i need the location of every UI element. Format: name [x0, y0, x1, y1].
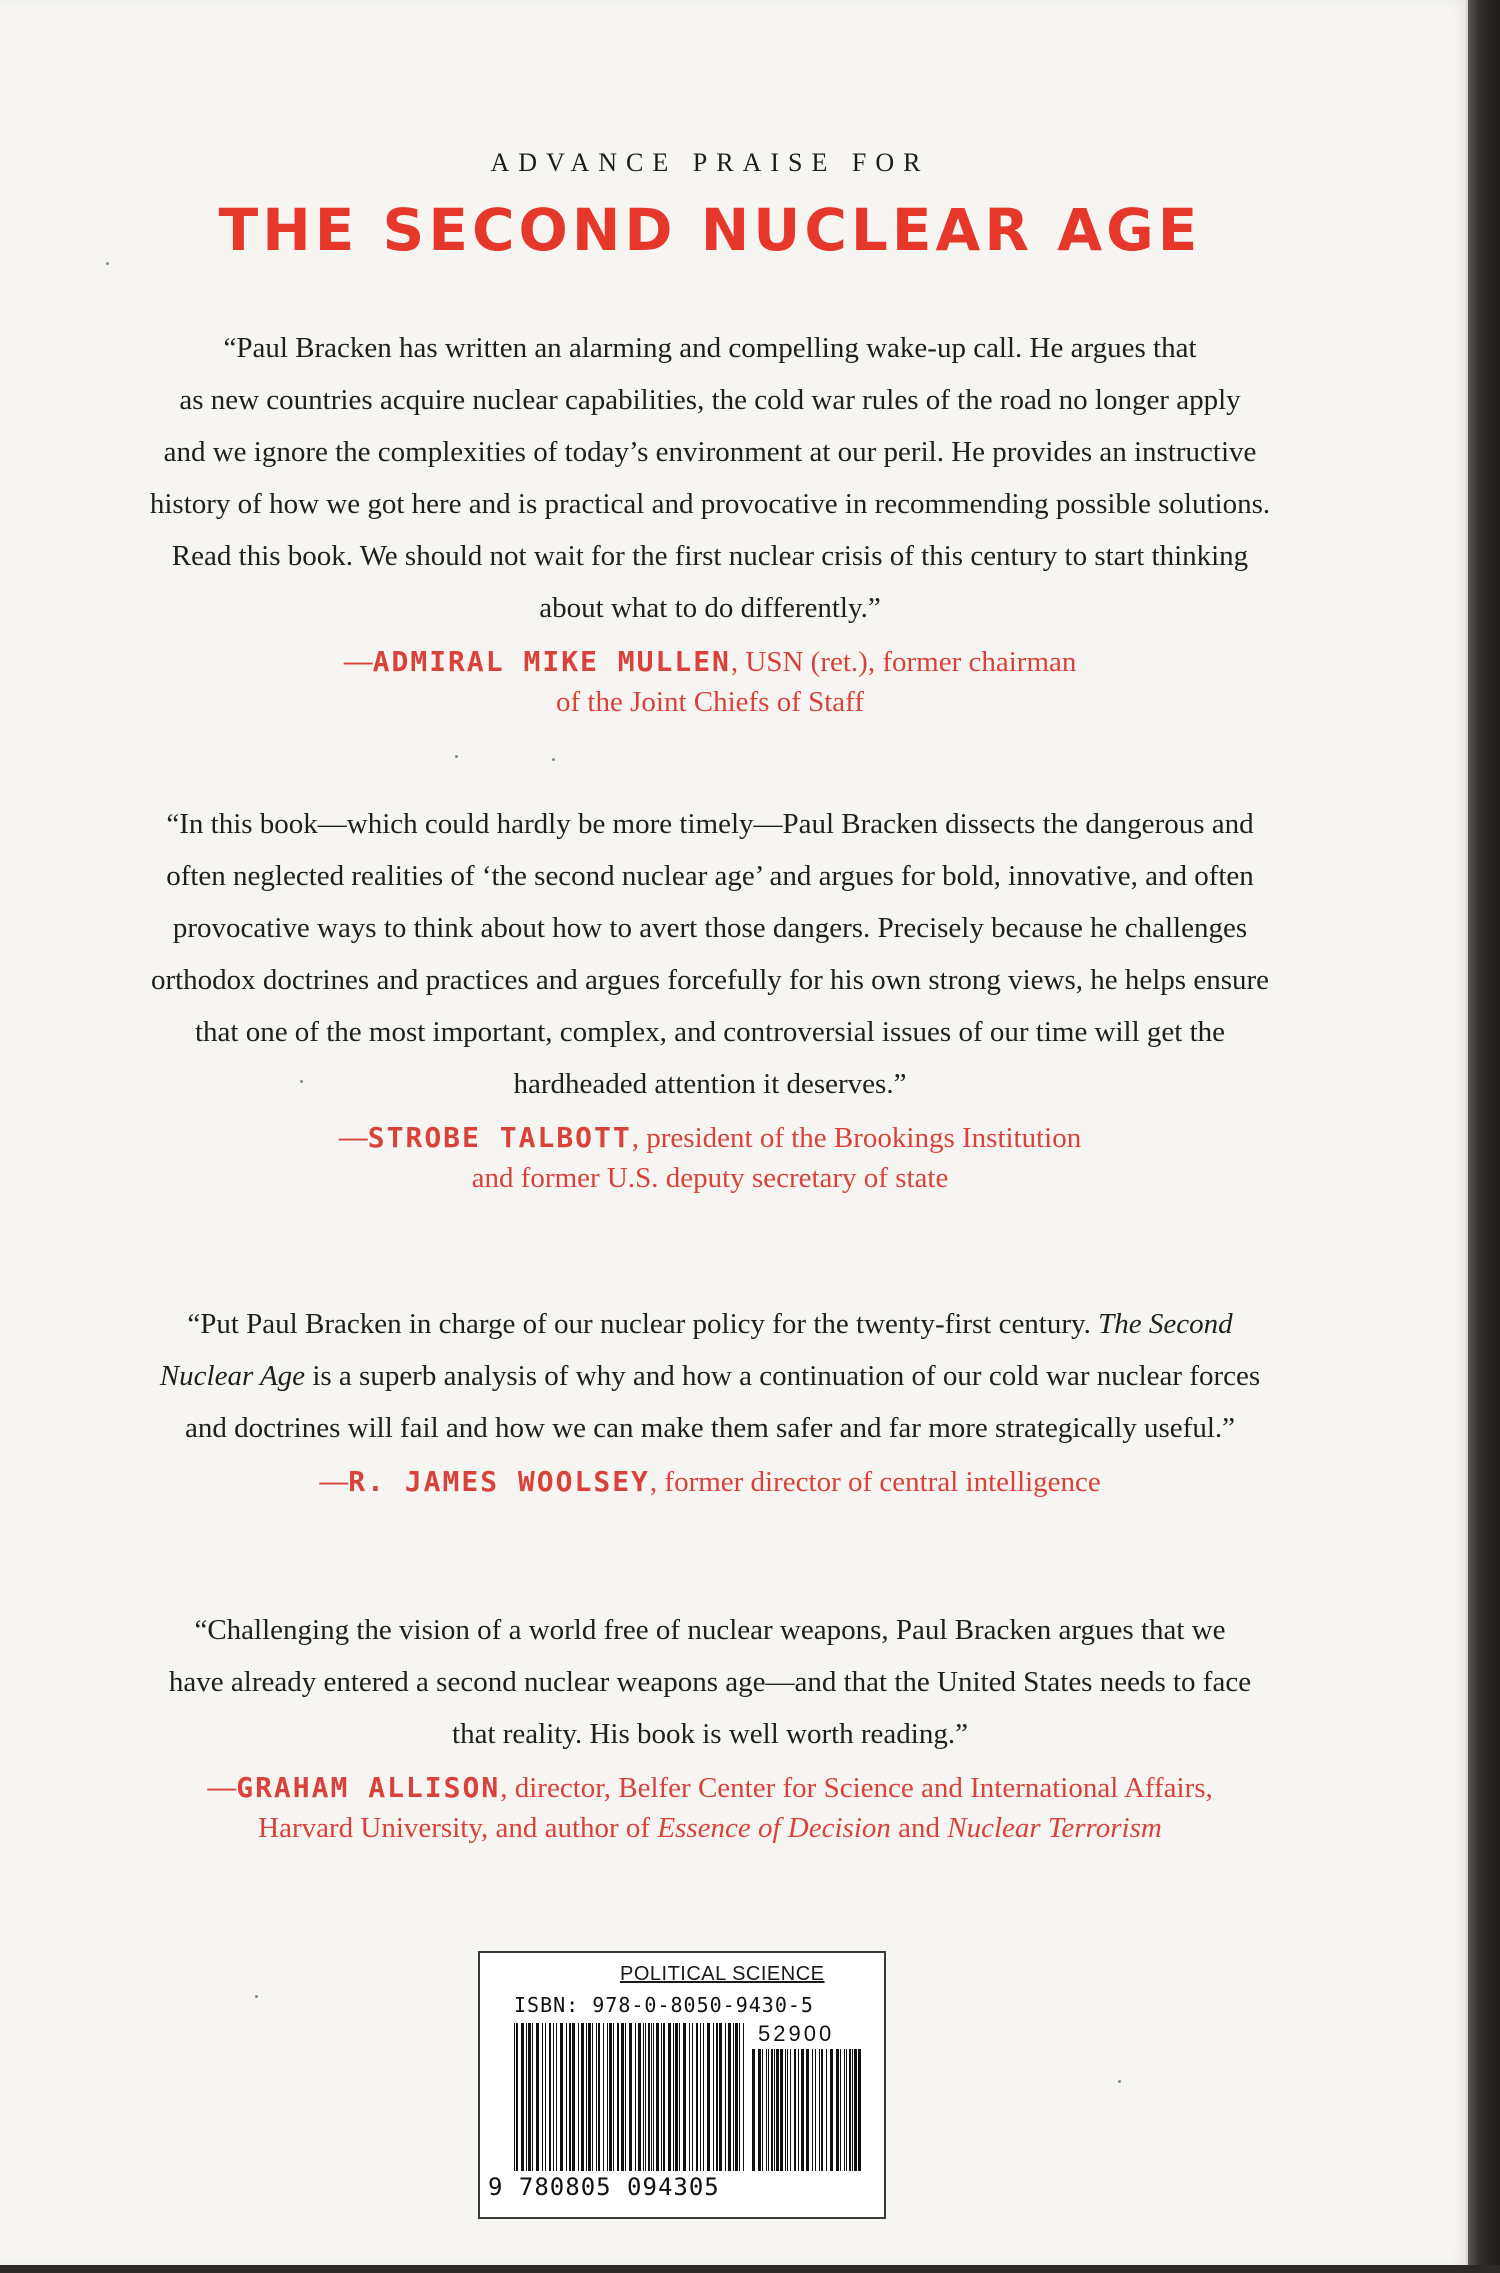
dust-speck [300, 1080, 303, 1083]
barcode-bar [638, 2023, 641, 2171]
barcode-bar [739, 2023, 740, 2171]
barcode-bar [798, 2049, 799, 2171]
barcode-bar [776, 2049, 779, 2171]
barcode-bar [766, 2049, 767, 2171]
em-dash: — [343, 646, 373, 678]
barcode-bar [603, 2023, 604, 2171]
barcode-bar [516, 2023, 518, 2171]
isbn-barcode-box [478, 1951, 886, 2219]
praise-quote-allison [30, 1604, 1390, 1848]
barcode-bar [607, 2023, 608, 2171]
bottom-edge [0, 2265, 1500, 2273]
barcode-bar [836, 2049, 839, 2171]
barcode-bar [514, 2023, 515, 2171]
dust-speck [106, 262, 109, 265]
quote-attribution [30, 1462, 1390, 1502]
barcode-bar [806, 2049, 809, 2171]
barcode-bar [536, 2023, 539, 2171]
barcode-bar [521, 2023, 524, 2171]
barcode-bar [549, 2023, 551, 2171]
endorser-credit-line2: and former U.S. deputy secretary of state [471, 1162, 949, 1194]
praise-quote-talbott [30, 798, 1390, 1198]
quote-text: “In this book—which could hardly be more timely—Paul Bracken dissects the dangerous and often neglected realities of ‘the second nuclear age’ and argues for bold, innovative, and often provocative ways to think about how to avert those dangers. Precisely because he challenges orthodox doctrines and practices and argues forcefully for his own strong views, he helps ensure that one of the most important, complex, and controversial issues of our time will get the hardheaded attention it deserves.” [150, 808, 1270, 1100]
barcode-bar [621, 2023, 624, 2171]
barcode-bar [758, 2049, 761, 2171]
barcode-bar [675, 2023, 678, 2171]
quote-text: “Paul Bracken has written an alarming and compelling wake-up call. He argues that as new countries acquire nuclear capabilities, the cold war rules of the road no longer apply and we ignore the complexities of today’s environment at our peril. He provides an instructive history of how we got here and is practical and provocative in recommending possible solutions. Read this book. We should not wait for the first nuclear crisis of this century to start thinking about what to do differently.” [149, 332, 1271, 624]
quote-attribution [30, 642, 1390, 722]
endorser-credit-line2: of the Joint Chiefs of Staff [556, 686, 864, 718]
barcode-bar [692, 2023, 693, 2171]
barcode-bar [643, 2023, 644, 2171]
barcode-bar [679, 2023, 680, 2171]
endorser-credit: , director, Belfer Center for Science and International Affairs, [500, 1772, 1213, 1804]
endorser-credit: , USN (ret.), former chairman [730, 646, 1077, 678]
barcode-bar [771, 2049, 773, 2171]
barcode-bar [598, 2023, 600, 2171]
barcode-bar [635, 2023, 636, 2171]
book-title: THE SECOND NUCLEAR AGE [218, 196, 1202, 264]
barcode-bar [774, 2049, 775, 2171]
barcode-bar [653, 2023, 654, 2171]
barcode-bar [629, 2023, 632, 2171]
barcode-bar [673, 2023, 674, 2171]
barcode-bar [556, 2023, 557, 2171]
barcode-bar [790, 2049, 791, 2171]
barcode-bar [713, 2023, 714, 2171]
barcode-bar [819, 2049, 820, 2171]
barcode-bar [625, 2023, 626, 2171]
barcode-bar [532, 2023, 533, 2171]
bisac-category: POLITICAL SCIENCE [620, 1963, 825, 1985]
dust-speck [552, 758, 555, 761]
endorser-name: GRAHAM ALLISON [236, 1771, 501, 1804]
barcode-bar [581, 2023, 584, 2171]
barcode-bar [716, 2023, 718, 2171]
price-code: 52900 [758, 2021, 835, 2046]
barcode-bar [661, 2023, 662, 2171]
endorser-name: R. JAMES WOOLSEY [348, 1465, 650, 1498]
barcode-bar [696, 2023, 698, 2171]
barcode-bar [840, 2049, 841, 2171]
barcode-bar [609, 2023, 612, 2171]
barcode-bar [743, 2023, 744, 2171]
barcode-bar [578, 2023, 579, 2171]
book-title-italic: Nuclear Age [159, 1360, 306, 1392]
book-title-italic: Nuclear Terrorism [947, 1812, 1162, 1844]
barcode-bar [617, 2023, 619, 2171]
endorser-name: STROBE TALBOTT [367, 1121, 632, 1154]
barcode-bar [826, 2049, 827, 2171]
barcode-bar [528, 2023, 531, 2171]
barcode-bar [648, 2023, 650, 2171]
barcode-bar [733, 2023, 734, 2171]
barcode-bar [707, 2023, 710, 2171]
quote-attribution [30, 1118, 1390, 1198]
barcode-bar [794, 2049, 796, 2171]
barcode-bar [735, 2023, 738, 2171]
barcode-bar [645, 2023, 646, 2171]
barcode-bar [613, 2023, 614, 2171]
barcode-bar [683, 2023, 686, 2171]
barcode-bar [844, 2049, 845, 2171]
ean-digits: 9 780805 094305 [488, 2173, 788, 2201]
spine-edge [1468, 0, 1500, 2273]
barcode-bar [849, 2049, 851, 2171]
barcode-bar [596, 2023, 597, 2171]
barcode-bar [785, 2049, 786, 2171]
barcode-bar [569, 2023, 571, 2171]
barcode-bar [526, 2023, 527, 2171]
endorser-name: ADMIRAL MIKE MULLEN [372, 645, 731, 678]
barcode-bar [656, 2023, 659, 2171]
barcode-bar [768, 2049, 769, 2171]
dust-speck [1118, 2080, 1121, 2083]
barcode-bar [542, 2023, 543, 2171]
dust-speck [455, 755, 458, 758]
price-addon-barcode-bars [752, 2049, 862, 2171]
endorser-credit: , former director of central intelligence [649, 1466, 1101, 1498]
endorser-credit: , president of the Brookings Institution [631, 1122, 1082, 1154]
barcode-bar [560, 2023, 563, 2171]
barcode-bar [725, 2023, 726, 2171]
barcode-bar [572, 2023, 575, 2171]
barcode-bar [821, 2049, 823, 2171]
endorser-credit-line2: Harvard University, and author of [258, 1812, 658, 1844]
barcode-bar [700, 2023, 701, 2171]
barcode-bar [858, 2049, 861, 2171]
barcode-bar [815, 2049, 816, 2171]
barcode-bar [592, 2023, 593, 2171]
barcode-bar [852, 2049, 853, 2171]
barcode-bar [588, 2023, 591, 2171]
barcode-bar [830, 2049, 833, 2171]
barcode-bar [651, 2023, 652, 2171]
quote-text: “Put Paul Bracken in charge of our nuclear policy for the twenty-first century. The Second Nuclear Age is a superb analysis of why and how a continuation of our cold war nuclear forces and doctrines will fail and how we can make them safer and far more strategically useful.” [159, 1308, 1261, 1444]
advance-praise-heading: ADVANCE PRAISE FOR [490, 148, 930, 177]
quote-text: “Challenging the vision of a world free of nuclear weapons, Paul Bracken argues that we have already entered a second nuclear weapons age—and that the United States needs to face that reality. His book is well worth reading.” [168, 1614, 1252, 1750]
em-dash: — [207, 1772, 237, 1804]
book-title-italic: The Second [1098, 1308, 1233, 1340]
quote-attribution: —GRAHAM ALLISON, director, Belfer Center for Science and International Affairs, Harvard University, and author of Essence of Decision and Nuclear Terrorism [207, 1771, 1213, 1844]
barcode-bar [663, 2023, 665, 2171]
barcode-bar [545, 2023, 546, 2171]
barcode-bar [801, 2049, 804, 2171]
barcode-bar [846, 2049, 847, 2171]
barcode-bar [719, 2023, 722, 2171]
barcode-bar [787, 2049, 788, 2171]
dust-speck [255, 1995, 258, 1998]
barcode-bar [553, 2023, 554, 2171]
barcode-bar [566, 2023, 567, 2171]
barcode-bar [668, 2023, 671, 2171]
book-title-italic: Essence of Decision [657, 1812, 891, 1844]
praise-quote-mullen [30, 322, 1390, 722]
barcode-bar [728, 2023, 731, 2171]
isbn-number: ISBN: 978-0-8050-9430-5 [514, 1993, 814, 2017]
barcode-bar [703, 2023, 704, 2171]
barcode-bar [689, 2023, 690, 2171]
barcode-bar [586, 2023, 587, 2171]
ean-barcode-bars [514, 2023, 746, 2171]
barcode-bar [854, 2049, 857, 2171]
barcode-bar [752, 2049, 755, 2171]
em-dash: — [338, 1122, 368, 1154]
em-dash: — [319, 1466, 349, 1498]
barcode-bar [762, 2049, 763, 2171]
barcode-bar [780, 2049, 783, 2171]
praise-quote-woolsey [30, 1298, 1390, 1502]
barcode-bar [812, 2049, 813, 2171]
